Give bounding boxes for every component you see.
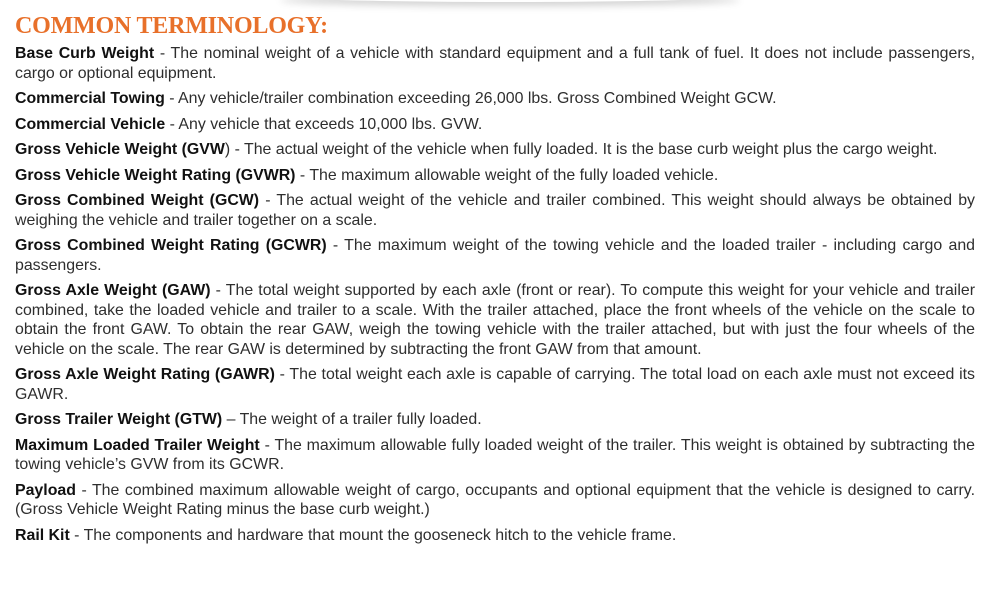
term-name: Payload <box>15 481 76 499</box>
term-entry <box>15 436 975 475</box>
term-definition: - The actual weight of the vehicle and trailer combined. This weight should always be obtained by weighing the vehicle and trailer together on a scale. <box>15 192 975 229</box>
term-entry <box>15 481 975 520</box>
term-name: Gross Axle Weight Rating (GAWR) <box>15 366 275 383</box>
term-name: Commercial Towing <box>15 90 165 107</box>
term-entry <box>15 89 975 109</box>
term-entry <box>15 44 975 83</box>
term-entry <box>15 166 975 186</box>
term-entry <box>15 281 975 359</box>
term-entry <box>15 526 975 546</box>
term-name: Gross Axle Weight (GAW) <box>15 282 211 299</box>
term-name: Gross Combined Weight (GCW) <box>15 192 260 209</box>
term-entry <box>15 140 975 160</box>
term-entry <box>15 191 975 230</box>
page-edge-shadow <box>280 0 740 2</box>
term-definition: - The combined maximum allowable weight of cargo, occupants and optional equipment that the vehicle is designed to carry. (Gross Vehicle Weight Rating minus the base curb weight.) <box>15 481 975 518</box>
section-heading: COMMON TERMINOLOGY: <box>15 13 328 39</box>
term-name: Gross Trailer Weight (GTW) <box>15 411 223 428</box>
term-definition: - The maximum allowable weight of the fully loaded vehicle. <box>295 166 719 184</box>
term-name: Maximum Loaded Trailer Weight <box>15 436 260 454</box>
term-definition: - The total weight each axle is capable of carrying. The total load on each axle must not exceed its GAWR. <box>15 366 975 403</box>
term-name: Base Curb Weight <box>15 45 155 62</box>
term-definition: - The total weight supported by each axle (front or rear). To compute this weight for your vehicle and trailer combined, take the loaded vehicle and trailer to a scale. With the trailer attached, place the front wheels of the vehicle on the scale to obtain the front GAW. To obtain the rear GAW, weigh the towing vehicle with the trailer attached, but with just the four wheels of the vehicle on the scale. The rear GAW is determined by subtracting the front GAW from that amount. <box>15 282 976 358</box>
term-name: Gross Vehicle Weight Rating (GVWR) <box>15 166 296 184</box>
term-entry <box>15 365 975 404</box>
term-definition: – The weight of a trailer fully loaded. <box>222 411 482 428</box>
term-definition: - The nominal weight of a vehicle with standard equipment and a full tank of fuel. It does not include passengers, cargo or optional equipment. <box>15 45 975 82</box>
terminology-section <box>15 11 975 551</box>
term-definition: - The maximum weight of the towing vehicle and the loaded trailer - including cargo and passengers. <box>15 237 975 274</box>
term-name: Rail Kit <box>15 526 70 544</box>
term-definition: - Any vehicle that exceeds 10,000 lbs. GVW. <box>165 115 483 133</box>
term-entry <box>15 115 975 135</box>
term-definition: - The components and hardware that mount the gooseneck hitch to the vehicle frame. <box>69 526 677 544</box>
term-entry <box>15 236 975 275</box>
term-entry <box>15 410 975 430</box>
term-name: Commercial Vehicle <box>15 115 166 133</box>
term-definition: - Any vehicle/trailer combination exceeding 26,000 lbs. Gross Combined Weight GCW. <box>164 90 777 107</box>
term-definition: - The maximum allowable fully loaded weight of the trailer. This weight is obtained by subtracting the towing vehicle’s GVW from its GCWR. <box>15 436 975 473</box>
term-name: Gross Vehicle Weight (GVW <box>15 141 225 158</box>
term-definition: ) - The actual weight of the vehicle when fully loaded. It is the base curb weight plus the cargo weight. <box>224 141 938 158</box>
term-name: Gross Combined Weight Rating (GCWR) <box>15 237 327 254</box>
